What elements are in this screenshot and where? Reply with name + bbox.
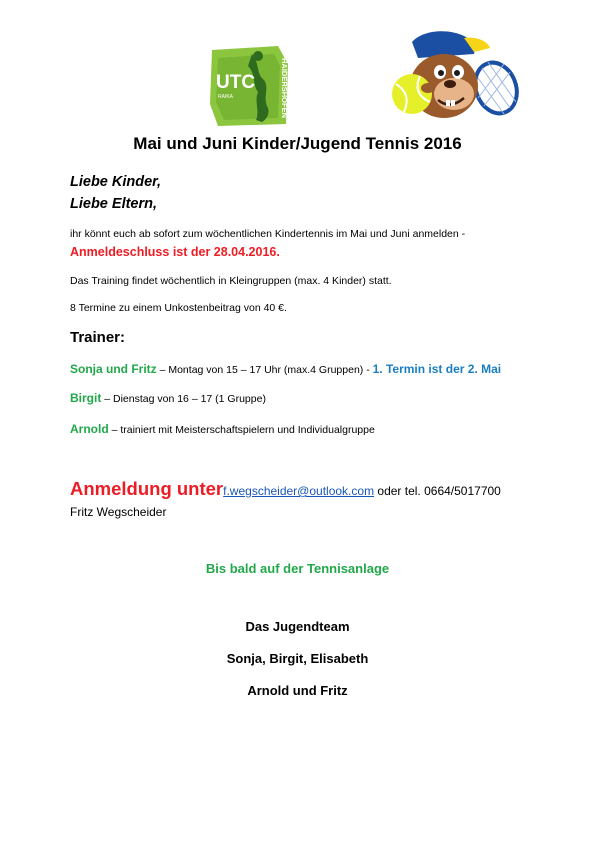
deadline-text: Anmeldeschluss ist der 28.04.2016. — [70, 245, 280, 259]
logo-sub-text: RAIKA — [218, 94, 234, 100]
page-title: Mai und Juni Kinder/Jugend Tennis 2016 — [133, 134, 462, 153]
registration-phone: oder tel. 0664/5017700 — [374, 484, 501, 498]
team-line-1: Das Jugendteam — [245, 619, 350, 634]
trainer-name: Birgit — [70, 391, 102, 405]
utc-logo — [208, 44, 292, 128]
greeting-line-1: Liebe Kinder, — [70, 174, 162, 190]
team-line-3: Arnold und Fritz — [247, 683, 348, 698]
greeting-line-2: Liebe Eltern, — [70, 196, 158, 212]
trainer-detail: – trainiert mit Meisterschaftspielern und Individualgruppe — [108, 424, 375, 436]
fee-text: 8 Termine zu einem Unkostenbeitrag von 40 €. — [70, 302, 287, 314]
team-line-2: Sonja, Birgit, Elisabeth — [226, 651, 369, 666]
trainer-name: Sonja und Fritz — [70, 362, 157, 376]
registration-contact: Fritz Wegscheider — [70, 505, 167, 519]
logo-main-text: UTC — [216, 72, 256, 93]
trainer-heading: Trainer: — [70, 329, 126, 346]
logo-vertical-text: HAIDERSHOFEN — [280, 58, 289, 119]
closing-text: Bis bald auf der Tennisanlage — [205, 561, 390, 576]
trainer-detail: – Dienstag von 16 – 17 (1 Gruppe) — [101, 393, 266, 405]
beaver-tennis-mascot-icon — [378, 28, 528, 124]
trainer-row-arnold — [70, 422, 375, 436]
registration-label: Anmeldung unter — [70, 478, 224, 499]
registration-line — [70, 478, 501, 500]
intro-text: ihr könnt euch ab sofort zum wöchentlichen Kindertennis im Mai und Juni anmelden - — [70, 228, 466, 240]
trainer-row-birgit — [70, 391, 266, 405]
trainer-row-sonja-fritz — [70, 362, 501, 376]
registration-email-link[interactable]: f.wegscheider@outlook.com — [223, 484, 375, 498]
training-text: Das Training findet wöchentlich in Kleingruppen (max. 4 Kinder) statt. — [70, 275, 392, 287]
trainer-name: Arnold — [70, 422, 109, 436]
first-date-highlight: 1. Termin ist der 2. Mai — [372, 362, 502, 376]
trainer-detail: – Montag von 15 – 17 Uhr (max.4 Gruppen) - — [156, 364, 373, 376]
